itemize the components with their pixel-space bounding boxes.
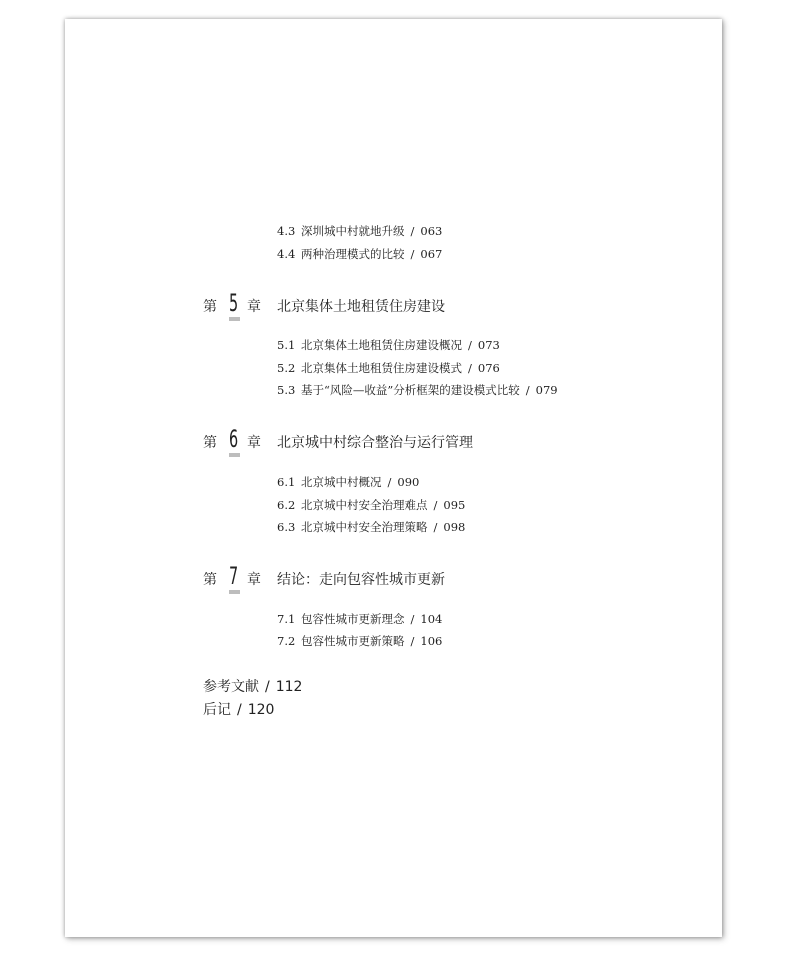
section-number: 4.4 [277, 247, 296, 261]
section-title: 北京城中村安全治理策略 [301, 520, 428, 534]
page-separator: / [525, 383, 530, 397]
chapter-prefix: 第 [203, 435, 217, 451]
back-matter-title: 参考文献 [203, 679, 259, 695]
chapter-number-underline [229, 453, 240, 457]
section-number: 4.3 [277, 224, 296, 238]
back-matter-page: 120 [247, 702, 275, 718]
section-number: 5.3 [277, 383, 296, 397]
toc-entry-4-3[interactable] [277, 224, 442, 238]
section-page: 090 [397, 475, 420, 489]
page-separator: / [410, 224, 415, 238]
chapter-suffix: 章 [247, 299, 261, 315]
section-page: 106 [420, 634, 443, 648]
page-separator: / [433, 520, 438, 534]
toc-entry-7-1[interactable] [277, 612, 442, 626]
toc-entry-4-4[interactable] [277, 247, 442, 261]
section-title: 北京城中村安全治理难点 [301, 498, 428, 512]
chapter-prefix: 第 [203, 299, 217, 315]
toc-entry-5-1[interactable] [277, 338, 500, 352]
section-number: 6.1 [277, 475, 296, 489]
back-matter-title: 后记 [203, 702, 231, 718]
page-separator: / [468, 361, 472, 375]
chapter-number: 5 [229, 289, 239, 317]
section-page: 104 [420, 612, 443, 626]
section-number: 6.2 [277, 498, 296, 512]
section-title: 包容性城市更新理念 [301, 612, 405, 626]
section-title: 两种治理模式的比较 [301, 247, 405, 261]
chapter-suffix: 章 [247, 435, 261, 451]
section-title: 北京城中村概况 [301, 475, 382, 489]
page-separator: / [410, 247, 415, 261]
section-title: 深圳城中村就地升级 [301, 224, 405, 238]
section-page: 076 [477, 361, 500, 375]
chapter-title: 结论：走向包容性城市更新 [277, 572, 445, 588]
toc-entry-afterword[interactable] [203, 702, 274, 718]
page-separator: / [265, 679, 270, 695]
section-page: 063 [420, 224, 443, 238]
page-separator: / [433, 498, 438, 512]
chapter-title: 北京城中村综合整治与运行管理 [277, 435, 473, 451]
section-title: 包容性城市更新策略 [301, 634, 405, 648]
section-number: 7.1 [277, 612, 296, 626]
chapter-number: 6 [229, 425, 239, 453]
chapter-prefix: 第 [203, 572, 217, 588]
chapter-suffix: 章 [247, 572, 261, 588]
toc-entry-6-3[interactable] [277, 520, 465, 534]
page-separator: / [237, 702, 242, 718]
back-matter-page: 112 [275, 679, 303, 695]
toc-entry-6-1[interactable] [277, 475, 419, 489]
section-title: 北京集体土地租赁住房建设概况 [301, 338, 462, 352]
chapter-title: 北京集体土地租赁住房建设 [277, 299, 445, 315]
toc-entry-6-2[interactable] [277, 498, 465, 512]
toc-entry-7-2[interactable] [277, 634, 442, 648]
chapter-number-underline [229, 590, 240, 594]
section-page: 067 [420, 247, 443, 261]
chapter-number: 7 [229, 562, 239, 590]
chapter-number-underline [229, 317, 240, 321]
section-page: 079 [535, 383, 558, 397]
section-page: 095 [443, 498, 466, 512]
section-number: 6.3 [277, 520, 296, 534]
page-separator: / [468, 338, 472, 352]
page-separator: / [410, 612, 415, 626]
section-title: 基于“风险—收益”分析框架的建设模式比较 [301, 383, 520, 397]
section-page: 098 [443, 520, 466, 534]
section-page: 073 [477, 338, 500, 352]
section-title: 北京集体土地租赁住房建设模式 [301, 361, 462, 375]
section-number: 5.2 [277, 361, 296, 375]
section-number: 7.2 [277, 634, 296, 648]
page-separator: / [387, 475, 392, 489]
toc-entry-5-3[interactable] [277, 383, 558, 397]
page-separator: / [410, 634, 415, 648]
toc-entry-references[interactable] [203, 679, 302, 695]
toc-entry-5-2[interactable] [277, 361, 500, 375]
section-number: 5.1 [277, 338, 296, 352]
